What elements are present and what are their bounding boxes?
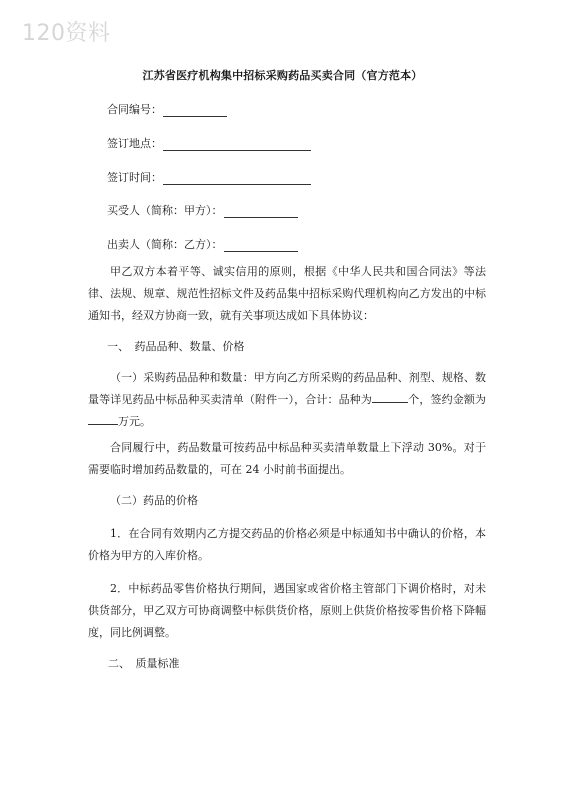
seller-label: 出卖人（简称：乙方）： [107, 238, 223, 251]
seller-blank [224, 239, 298, 252]
sub-1-text-b: 个，签约金额为 [408, 393, 487, 406]
sign-time-label: 签订时间： [107, 171, 162, 184]
sub-1-text-c: 万元。 [118, 415, 151, 428]
variety-count-blank [372, 391, 408, 403]
section-1-heading: 一、 药品品种、数量、价格 [107, 340, 245, 353]
contract-number-blank [163, 104, 227, 117]
buyer-field [107, 202, 298, 218]
watermark-logo: 120资料 [22, 21, 111, 46]
price-item-1-paragraph: 1．在合同有效期内乙方提交药品的价格必须是中标通知书中确认的价格，本价格为甲方的入库价格。 [88, 527, 486, 562]
contract-number-label: 合同编号： [107, 103, 162, 116]
section-2-heading: 二、 质量标准 [108, 657, 180, 670]
price-item-2-paragraph: 2．中标药品零售价格执行期间，遇国家或省价格主管部门下调价格时，对未供货部分，甲乙双方可协商调整中标供货价格，原则上供货价格按零售价格下降幅度，同比例调整。 [88, 582, 486, 639]
document-title: 江苏省医疗机构集中招标采购药品买卖合同（官方范本） [142, 69, 423, 82]
section-1-sub-1-paragraph [88, 367, 486, 433]
sign-place-field [107, 135, 311, 151]
sub-1-text-a: （一）采购药品品种和数量：甲方向乙方所采购的药品品种、剂型、规格、数量等详见药品中标品种买卖清单（附件一），合计：品种为 [88, 371, 486, 406]
quantity-float-paragraph: 合同履行中，药品数量可按药品中标品种买卖清单数量上下浮动 30%。对于需要临时增加药品数量的，可在 24 小时前书面提出。 [88, 441, 486, 476]
sign-time-field [107, 169, 311, 185]
intro-paragraph: 甲乙双方本着平等、诚实信用的原则，根据《中华人民共和国合同法》等法律、法规、规章、规范性招标文件及药品集中招标采购代理机构向乙方发出的中标通知书，经双方协商一致，就有关事项达成如下具体协议： [88, 265, 486, 322]
contract-amount-blank [88, 413, 118, 425]
sign-place-label: 签订地点： [107, 137, 162, 150]
buyer-blank [224, 205, 298, 218]
contract-number-field [107, 101, 227, 117]
sign-place-blank [163, 138, 311, 151]
seller-field [107, 236, 298, 252]
section-1-sub-2-heading: （二）药品的价格 [110, 494, 198, 507]
sign-time-blank [163, 172, 311, 185]
buyer-label: 买受人（简称：甲方）： [107, 204, 223, 217]
